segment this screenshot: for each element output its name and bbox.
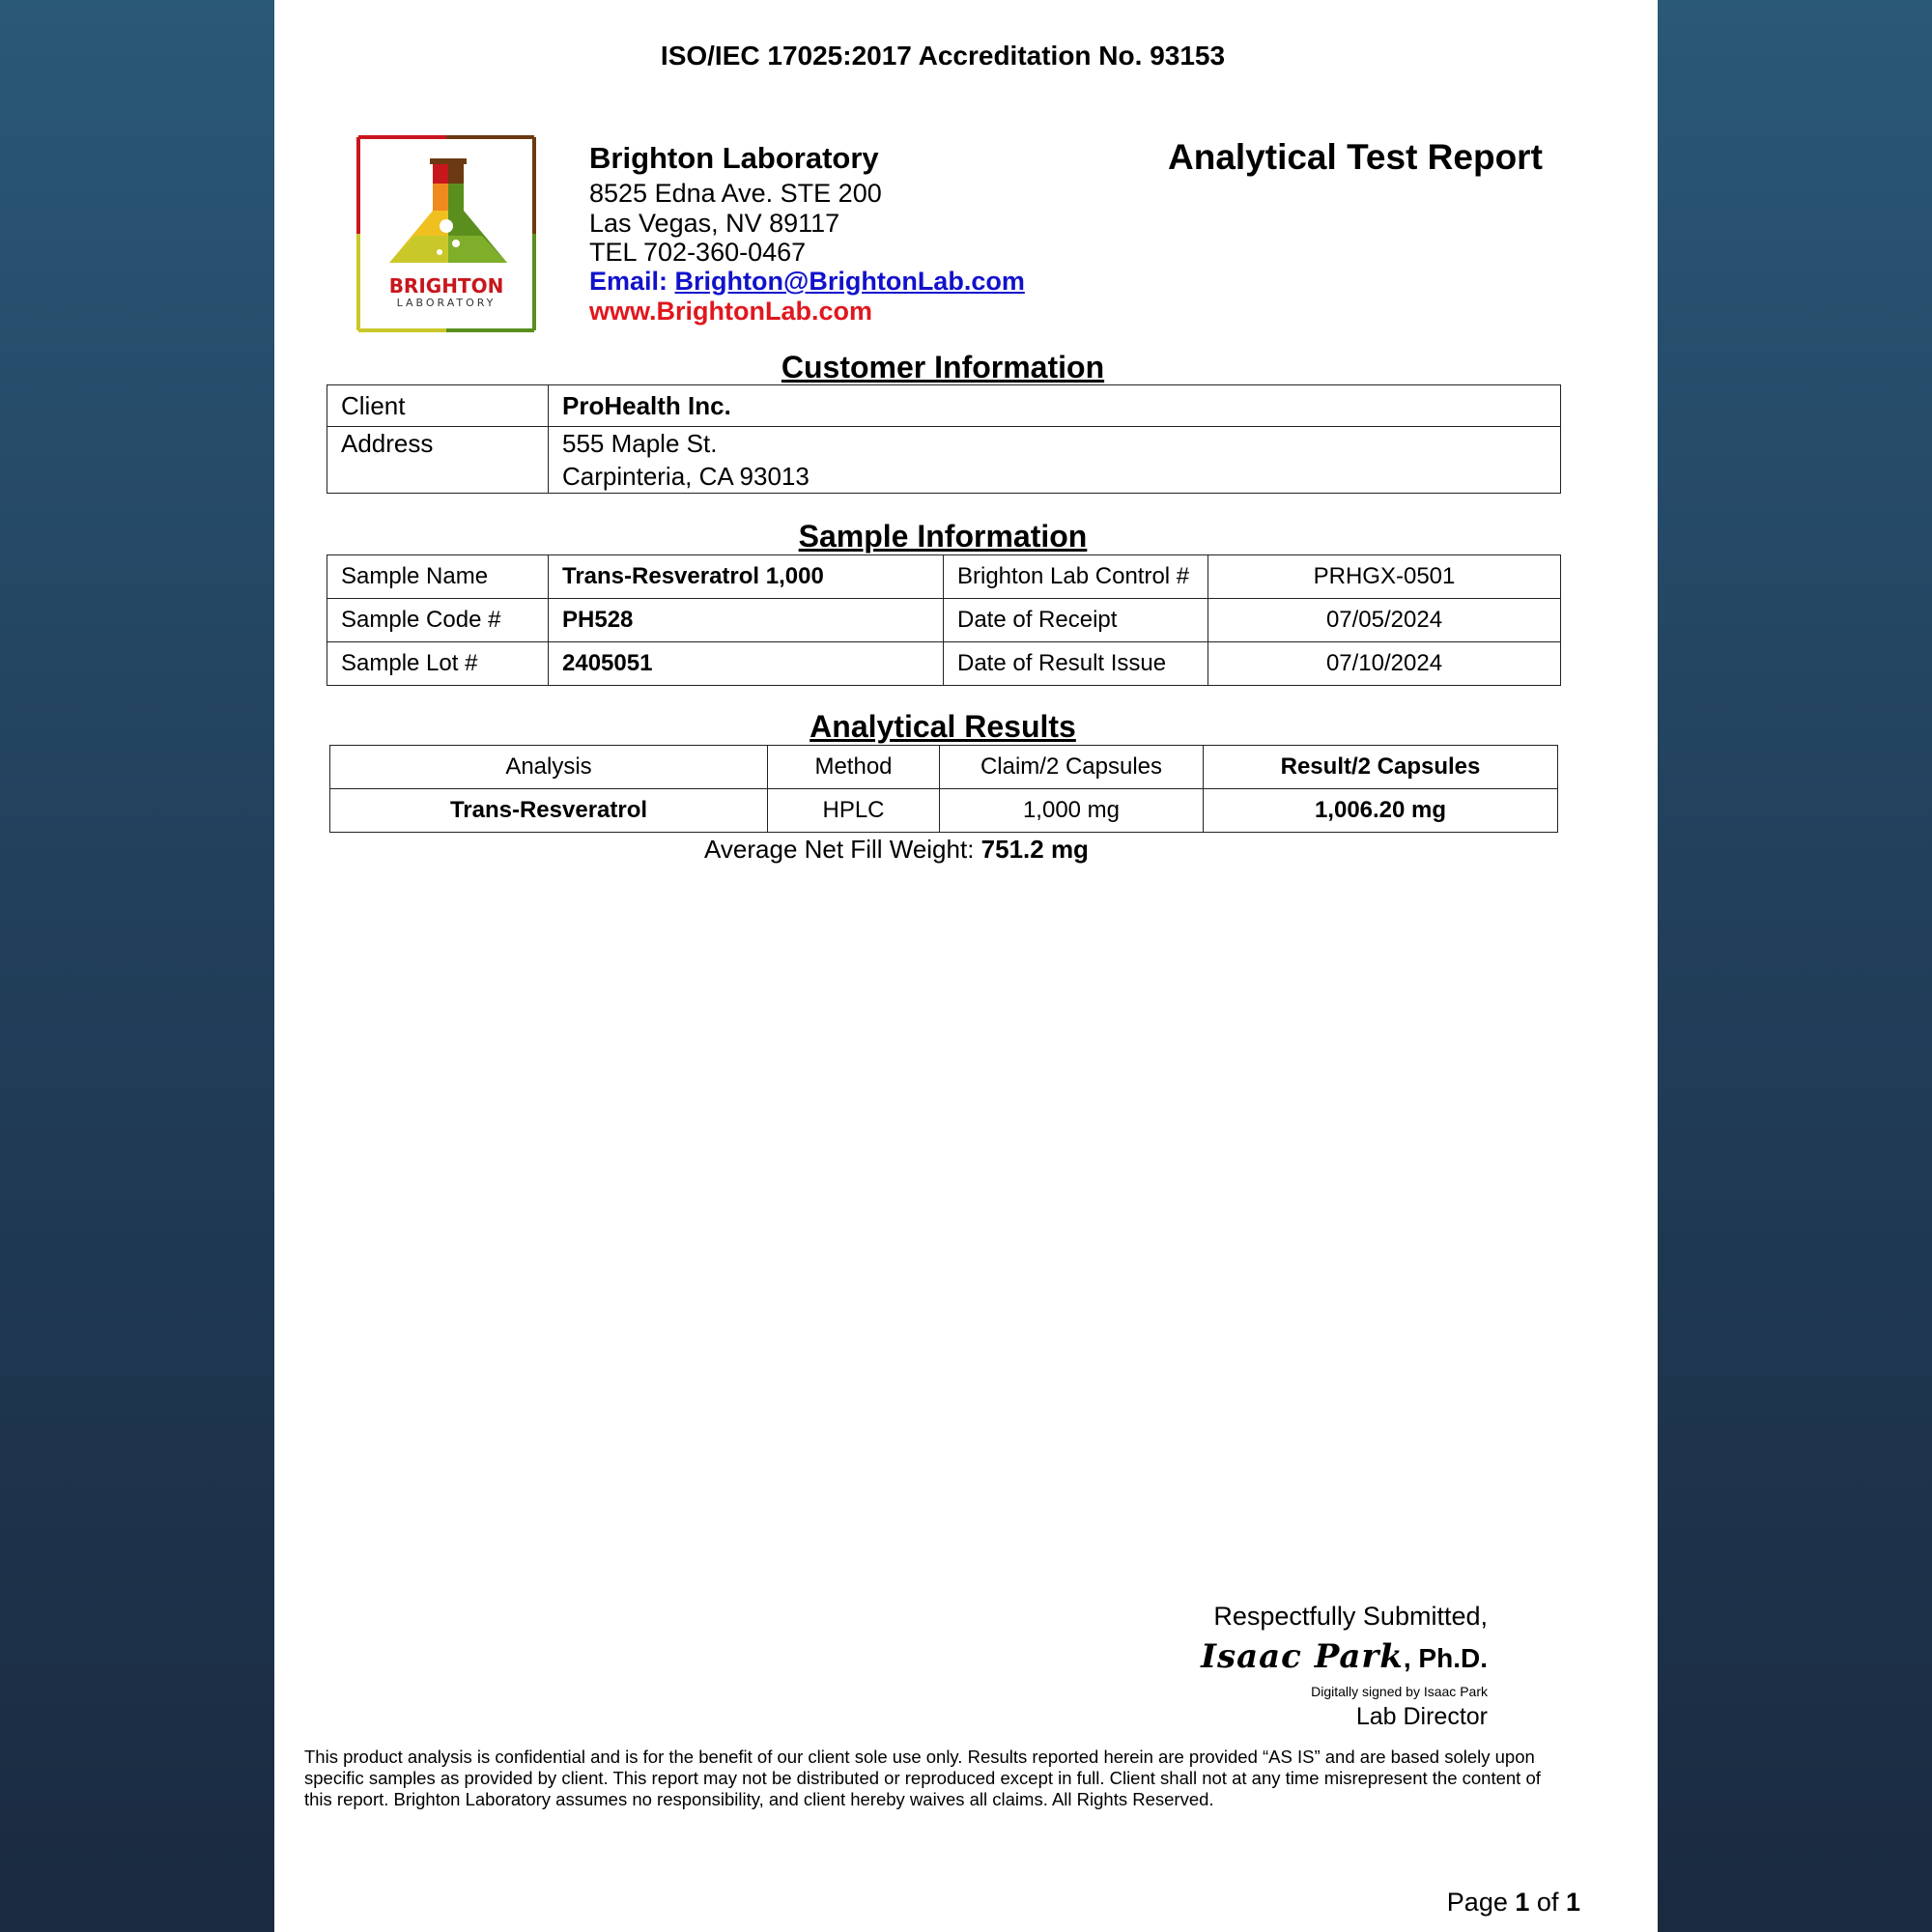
lab-website-link[interactable]: www.BrightonLab.com <box>589 297 872 326</box>
sample-name-label: Sample Name <box>327 555 549 599</box>
address-line2: Carpinteria, CA 93013 <box>562 462 810 491</box>
lab-address-line1: 8525 Edna Ave. STE 200 <box>589 179 882 208</box>
column-header: Method <box>768 746 940 789</box>
address-value <box>549 427 1561 494</box>
report-title: Analytical Test Report <box>1168 137 1543 177</box>
analytical-results-table <box>329 745 1558 833</box>
page-number <box>1447 1888 1580 1918</box>
page-current: 1 <box>1515 1888 1530 1917</box>
signature-credential: , Ph.D. <box>1403 1643 1488 1673</box>
column-header: Result/2 Capsules <box>1204 746 1558 789</box>
column-header: Claim/2 Capsules <box>940 746 1204 789</box>
analysis-cell: Trans-Resveratrol <box>330 789 768 833</box>
control-number-label: Brighton Lab Control # <box>944 555 1208 599</box>
sample-name-value: Trans-Resveratrol 1,000 <box>549 555 944 599</box>
disclaimer-text: This product analysis is confidential and is for the benefit of our client sole use only. Results reported herein are provided “AS IS” and are based solely upon specific samples as provided by client. This report may not be distributed or reproduced except in full. Client shall not at any time misrepresent the content of this report. Brighton Laboratory assumes no responsibility, and client hereby waives all claims. All Rights Reserved. <box>304 1747 1541 1809</box>
sample-code-value: PH528 <box>549 599 944 642</box>
digital-signature-note: Digitally signed by Isaac Park <box>1311 1684 1488 1699</box>
logo-text-sub: LABORATORY <box>396 297 497 309</box>
table-row <box>327 642 1561 686</box>
customer-info-heading: Customer Information <box>781 350 1105 384</box>
brighton-logo <box>356 135 536 332</box>
receipt-date-label: Date of Receipt <box>944 599 1208 642</box>
claim-cell: 1,000 mg <box>940 789 1204 833</box>
lab-address-line2: Las Vegas, NV 89117 <box>589 209 840 238</box>
table-header-row <box>330 746 1558 789</box>
customer-info-table <box>327 384 1561 494</box>
address-line1: 555 Maple St. <box>562 429 718 458</box>
submitted-text: Respectfully Submitted, <box>1213 1602 1488 1631</box>
result-cell: 1,006.20 mg <box>1204 789 1558 833</box>
logo-text-main: BRIGHTON <box>388 274 504 298</box>
lab-telephone: TEL 702-360-0467 <box>589 238 807 267</box>
lab-name: Brighton Laboratory <box>589 141 879 175</box>
analytical-results-heading: Analytical Results <box>810 709 1076 744</box>
sample-info-heading: Sample Information <box>798 519 1088 554</box>
issue-date-label: Date of Result Issue <box>944 642 1208 686</box>
email-link[interactable]: Brighton@BrightonLab.com <box>674 267 1025 296</box>
email-label: Email: <box>589 267 668 296</box>
signature-name: Isaac Park <box>1201 1637 1404 1676</box>
client-value: ProHealth Inc. <box>549 385 1561 427</box>
receipt-date-value: 07/05/2024 <box>1208 599 1561 642</box>
column-header: Analysis <box>330 746 768 789</box>
client-label: Client <box>327 385 549 427</box>
page-of: of <box>1536 1888 1559 1917</box>
address-label: Address <box>327 427 549 494</box>
signature-line <box>1005 1637 1488 1676</box>
table-row <box>327 555 1561 599</box>
table-row <box>327 385 1561 427</box>
method-cell: HPLC <box>768 789 940 833</box>
report-page <box>274 0 1658 1932</box>
accreditation-line: ISO/IEC 17025:2017 Accreditation No. 93153 <box>660 41 1226 71</box>
signer-title: Lab Director <box>1355 1703 1488 1730</box>
table-row <box>330 789 1558 833</box>
page-label: Page <box>1446 1888 1508 1917</box>
sample-lot-label: Sample Lot # <box>327 642 549 686</box>
signature-block <box>1005 1602 1488 1731</box>
table-row <box>327 599 1561 642</box>
lab-email-line <box>589 267 1025 297</box>
table-row <box>327 427 1561 494</box>
page-total: 1 <box>1565 1888 1580 1917</box>
sample-lot-value: 2405051 <box>549 642 944 686</box>
issue-date-value: 07/10/2024 <box>1208 642 1561 686</box>
control-number-value: PRHGX-0501 <box>1208 555 1561 599</box>
average-fill-weight <box>274 835 1519 865</box>
sample-info-table <box>327 554 1561 686</box>
fill-weight-label: Average Net Fill Weight: <box>704 835 975 864</box>
sample-code-label: Sample Code # <box>327 599 549 642</box>
fill-weight-value: 751.2 mg <box>980 835 1089 864</box>
